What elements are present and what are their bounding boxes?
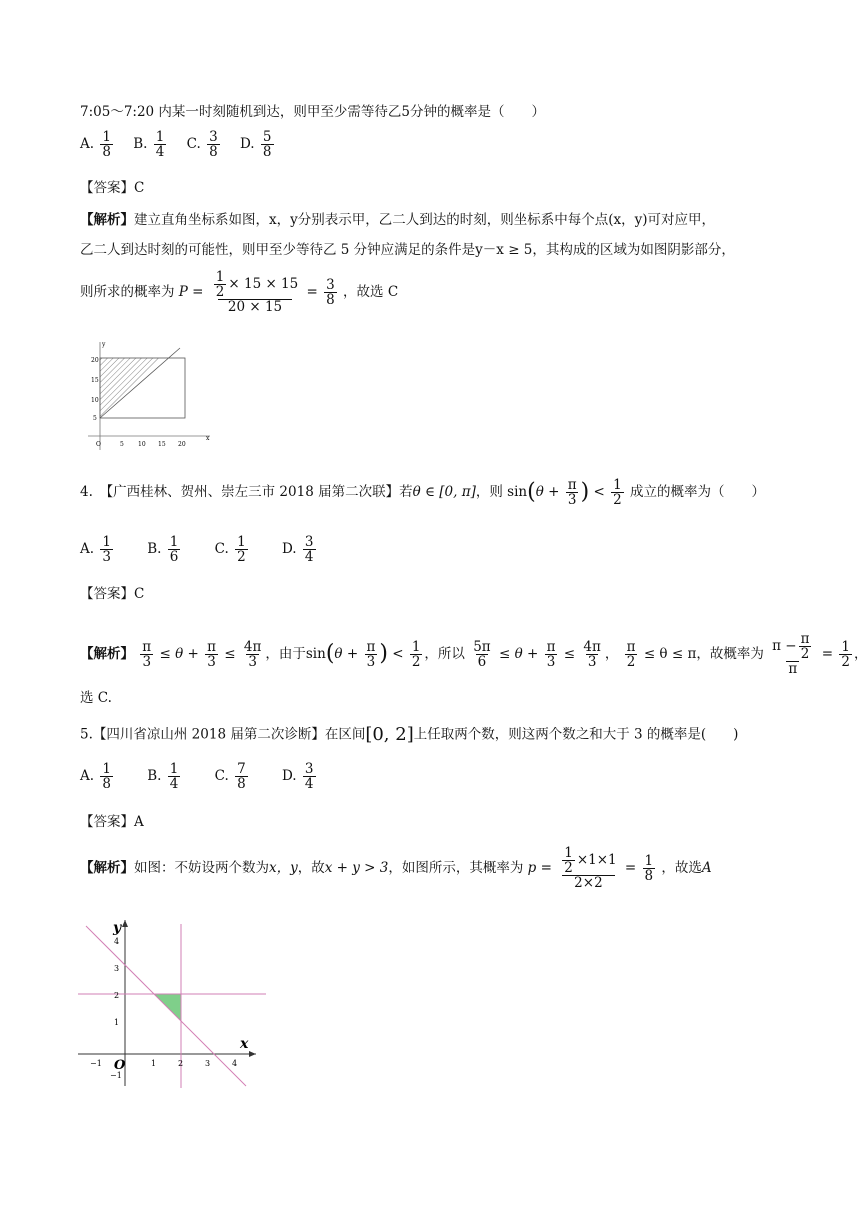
- q3-option-a: A. $\frac{1}{8}$: [80, 129, 111, 161]
- q5-options: [80, 762, 332, 791]
- q3-y-axis-label: y: [102, 341, 106, 348]
- q5-x-tick-neg1: −1: [90, 1059, 102, 1068]
- q5-y-tick-3: 3: [114, 964, 120, 973]
- q4-option-d: D. $\frac{3}{4}$: [281, 534, 314, 566]
- q5-analysis: 【解析】如图：不妨设两个数为x，y，故x + y > 3，如图所示，其概率为 p = $\frac{1}{2}$ ×1×1 2×2 = $\frac{1}{8}$ ，故选A: [80, 845, 712, 892]
- q5-x-tick-1: 1: [151, 1059, 157, 1068]
- q3-x-axis-label: x: [206, 435, 210, 442]
- q4-option-a: A. $\frac{1}{3}$: [80, 534, 111, 566]
- q3-figure: [80, 340, 215, 455]
- q4-analysis-line1: 【解析】 $\frac{\pi}{3}$ ≤ θ + $\frac{\pi}{3}$ ≤ $\frac{4\pi}{3}$ ，由于sin(θ + $\frac{\pi}{3}$ ) < $\frac{1}{2}$ ，所以 $\frac{5\pi}{6}$ ≤ θ + $\frac{\pi}{3}$ ≤ $\frac{4\pi}{3}$ ， $\frac{\pi}{2}$ ≤ θ ≤ π，故概率为 π − $\frac{\pi}{2}$ π = $\frac{1}{2}$ ，: [80, 631, 867, 678]
- q5-x-tick-3: 3: [205, 1059, 211, 1068]
- q3-answer: 【答案】C: [80, 180, 145, 196]
- q5-y-tick-1: 1: [114, 1018, 120, 1027]
- q3-y-tick-20: 20: [91, 357, 99, 364]
- q3-analysis-line3: 则所求的概率为 P = $\frac{1}{2}$ × 15 × 15 20 × 15 = $\frac{3}{8}$ ，故选 C: [80, 269, 399, 316]
- q3-option-c: C. $\frac{3}{8}$: [186, 129, 218, 161]
- q5-y-tick-2: 2: [114, 991, 120, 1000]
- q4-option-b: B. $\frac{1}{6}$: [147, 534, 179, 566]
- q5-option-c: C. $\frac{7}{8}$: [214, 761, 246, 793]
- q4-answer: 【答案】C: [80, 586, 145, 602]
- q5-x-tick-2: 2: [178, 1059, 184, 1068]
- q5-y-arrow-icon: [122, 920, 128, 927]
- q5-x-arrow-icon: [249, 1051, 256, 1057]
- q5-stem: 5.【四川省凉山州 2018 届第二次诊断】在区间[0, 2]上任取两个数，则这两个数之和大于 3 的概率是( ): [80, 724, 739, 745]
- q4-analysis-line2: 选 C.: [80, 690, 112, 706]
- q5-figure: [76, 914, 271, 1090]
- q3-shaded-region: [100, 358, 160, 418]
- q5-x-axis-label: x: [240, 1036, 249, 1052]
- q5-origin: O: [114, 1058, 126, 1073]
- q5-probability-fraction: $\frac{1}{2}$ ×1×1 2×2: [558, 846, 618, 891]
- q5-y-tick-4: 4: [114, 937, 120, 946]
- q3-x-tick-5: 5: [120, 441, 124, 448]
- q3-option-d: D. $\frac{5}{8}$: [239, 129, 272, 161]
- q3-options: [80, 130, 290, 159]
- q3-origin: O: [96, 441, 101, 448]
- q5-y-tick-neg1: −1: [110, 1071, 122, 1080]
- q3-y-tick-10: 10: [91, 397, 99, 404]
- q3-probability-fraction: $\frac{1}{2}$ × 15 × 15 20 × 15: [215, 269, 299, 316]
- q4-stem: 4. 【广西桂林、贺州、崇左三市 2018 届第二次联】若θ ∈ [0, π]，则 sin(θ + $\frac{\pi}{3}$ ) < $\frac{1}{2}$ 成立的概率为（ ）: [80, 477, 765, 509]
- q5-option-d: D. $\frac{3}{4}$: [281, 761, 314, 793]
- q4-options: [80, 535, 332, 564]
- q3-option-b: B. $\frac{1}{4}$: [133, 129, 165, 161]
- q3-y-tick-15: 15: [91, 377, 99, 384]
- q3-analysis-line1: 【解析】建立直角坐标系如图，x，y分别表示甲，乙二人到达的时刻，则坐标系中每个点(x，y)可对应甲，: [80, 212, 716, 228]
- q3-analysis-line2: 乙二人到达时刻的可能性，则甲至少等待乙 5 分钟应满足的条件是y－x ≥ 5，其构成的区域为如图阴影部分，: [80, 242, 735, 258]
- q3-x-tick-15: 15: [158, 441, 166, 448]
- q5-option-a: A. $\frac{1}{8}$: [80, 761, 111, 793]
- q5-answer: 【答案】A: [80, 814, 144, 830]
- q5-line-x-plus-y-3: [86, 926, 246, 1086]
- q5-y-axis-label: y: [113, 920, 122, 936]
- q3-y-tick-5: 5: [93, 415, 97, 422]
- q3-stem: 7:05～7:20 内某一时刻随机到达，则甲至少需等待乙5分钟的概率是（ ）: [80, 104, 546, 120]
- q3-x-tick-20: 20: [178, 441, 186, 448]
- q5-option-b: B. $\frac{1}{4}$: [147, 761, 179, 793]
- q3-x-tick-10: 10: [138, 441, 146, 448]
- q5-x-tick-4: 4: [232, 1059, 238, 1068]
- q4-option-c: C. $\frac{1}{2}$: [214, 534, 246, 566]
